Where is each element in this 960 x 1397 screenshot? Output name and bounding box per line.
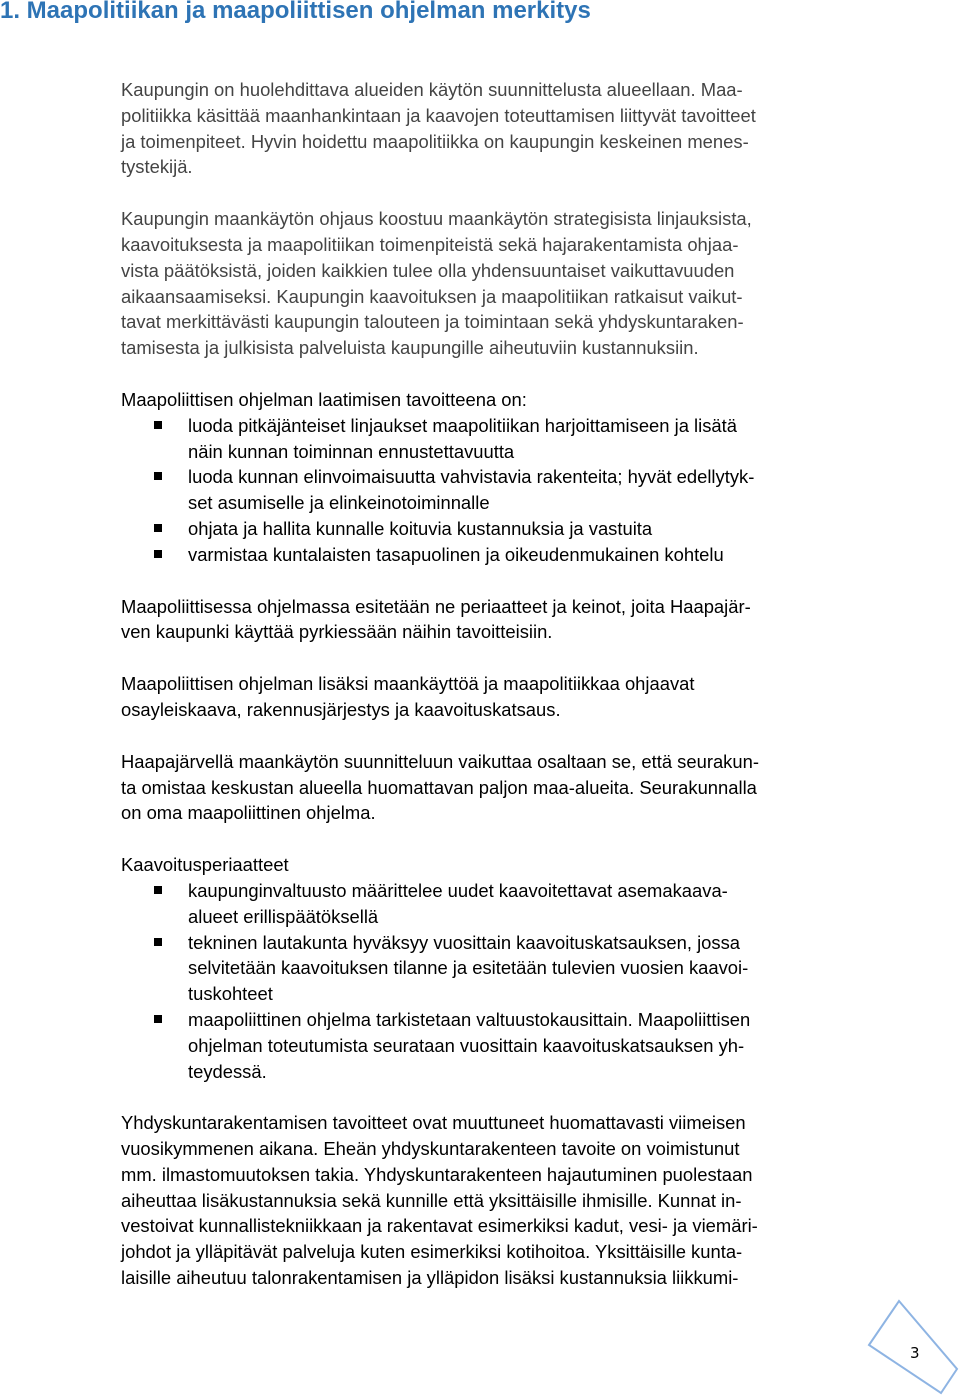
list-item (121, 878, 911, 930)
text-line: aiheuttaa lisäkustannuksia sekä kunnille että yksittäisille ihmisille. Kunnat in- (121, 1189, 742, 1211)
text-line: Yhdyskuntarakentamisen tavoitteet ovat muuttuneet huomattavasti viimeisen (121, 1112, 746, 1134)
text-line: vista päätöksistä, joiden kaikkien tulee olla yhdensuuntaiset vaikuttavuuden (121, 259, 735, 281)
square-bullet-icon (154, 938, 162, 946)
text-line: alueet erillispäätöksellä (188, 905, 379, 927)
section-heading: 1. Maapolitiikan ja maapoliittisen ohjelman merkitys (0, 0, 591, 24)
square-bullet-icon (154, 524, 162, 532)
text-line: set asumiselle ja elinkeinotoiminnalle (188, 492, 490, 514)
goals-intro: Maapoliittisen ohjelman laatimisen tavoitteena on: (121, 388, 527, 410)
text-line: tamisesta ja julkisista palveluista kaupungille aiheutuviin kustannuksiin. (121, 337, 699, 359)
text-line: näin kunnan toiminnan ennustettavuutta (188, 440, 515, 462)
zoning-intro: Kaavoitusperiaatteet (121, 854, 289, 876)
text-line: Maapoliittisen ohjelman lisäksi maankäyttöä ja maapolitiikkaa ohjaavat (121, 673, 695, 695)
text-line: selvitetään kaavoituksen tilanne ja esitetään tulevien vuosien kaavoi- (188, 957, 749, 979)
text-line: Kaupungin maankäytön ohjaus koostuu maankäytön strategisista linjauksista, (121, 208, 752, 230)
paragraph-intro (121, 77, 911, 180)
paragraph-community-structure (121, 1110, 911, 1291)
text-line: tekninen lautakunta hyväksyy vuosittain kaavoituskatsauksen, jossa (188, 931, 741, 953)
text-line: Kaupungin on huolehdittava alueiden käytön suunnittelusta alueellaan. Maa- (121, 79, 743, 100)
text-line: mm. ilmastomuutoksen takia. Yhdyskuntarakenteen hajautuminen puolestaan (121, 1163, 753, 1185)
text-line: aikaansaamiseksi. Kaupungin kaavoituksen ja maapolitiikan ratkaisut vaikut- (121, 285, 743, 307)
text-line: vestoivat kunnallistekniikkaan ja rakentavat esimerkiksi kadut, vesi- ja viemäri- (121, 1215, 758, 1237)
zoning-list (121, 878, 911, 1084)
list-item (121, 1007, 911, 1084)
paragraph-parish-land (121, 749, 911, 826)
text-line: osayleiskaava, rakennusjärjestys ja kaavoituskatsaus. (121, 698, 561, 720)
list-item (121, 464, 911, 516)
square-bullet-icon (154, 550, 162, 558)
goals-list (121, 413, 911, 568)
list-item (121, 516, 911, 542)
text-line: on oma maapoliittinen ohjelma. (121, 802, 376, 824)
text-line: Maapoliittisessa ohjelmassa esitetään ne periaatteet ja keinot, joita Haapajär- (121, 595, 751, 617)
text-line: ven kaupunki käyttää pyrkiessään näihin tavoitteisiin. (121, 621, 553, 643)
text-line: tystekijä. (121, 156, 193, 178)
text-line: vuosikymmenen aikana. Eheän yhdyskuntarakenteen tavoite on voimistunut (121, 1138, 740, 1160)
text-line: ta omistaa keskustan alueella huomattavan paljon maa-alueita. Seurakunnalla (121, 776, 757, 798)
paragraph-additional-steering (121, 671, 911, 723)
text-line: tuskohteet (188, 983, 273, 1005)
text-line: maapoliittinen ohjelma tarkistetaan valtuustokausittain. Maapoliittisen (188, 1008, 751, 1030)
list-item (121, 542, 911, 568)
text-line: ohjata ja hallita kunnalle koituvia kustannuksia ja vastuita (188, 517, 653, 539)
text-line: ohjelman toteutumista seurataan vuosittain kaavoituskatsauksen yh- (188, 1034, 745, 1056)
text-line: teydessä. (188, 1060, 267, 1082)
square-bullet-icon (154, 1015, 162, 1023)
text-line: laisille aiheutuu talonrakentamisen ja ylläpidon lisäksi kustannuksia liikkumi- (121, 1267, 739, 1289)
page-number: 3 (910, 1344, 920, 1362)
text-line: kaavoituksesta ja maapolitiikan toimenpiteistä sekä hajarakentamista ohjaa- (121, 233, 739, 255)
text-line: luoda kunnan elinvoimaisuutta vahvistavia rakenteita; hyvät edellytyk- (188, 466, 755, 488)
document-body (121, 77, 911, 1317)
square-bullet-icon (154, 886, 162, 894)
text-line: kaupunginvaltuusto määrittelee uudet kaavoitettavat asemakaava- (188, 879, 728, 901)
text-line: luoda pitkäjänteiset linjaukset maapolitiikan harjoittamiseen ja lisätä (188, 414, 737, 436)
text-line: tavat merkittävästi kaupungin talouteen ja toimintaan sekä yhdyskuntaraken- (121, 311, 744, 333)
text-line: varmistaa kuntalaisten tasapuolinen ja oikeudenmukainen kohtelu (188, 543, 724, 565)
text-line: politiikka käsittää maanhankintaan ja kaavojen toteuttamisen liittyvät tavoitteet (121, 104, 756, 126)
text-line: ja toimenpiteet. Hyvin hoidettu maapolitiikka on kaupungin keskeinen menes- (121, 130, 749, 152)
square-bullet-icon (154, 472, 162, 480)
paragraph-principles (121, 594, 911, 646)
square-bullet-icon (154, 421, 162, 429)
text-line: Haapajärvellä maankäytön suunnitteluun vaikuttaa osaltaan se, että seurakun- (121, 750, 759, 772)
list-item (121, 930, 911, 1007)
paragraph-land-use-steering (121, 206, 911, 361)
text-line: johdot ja ylläpitävät palveluja kuten esimerkiksi kotihoitoa. Yksittäisille kunta- (121, 1241, 743, 1263)
list-item (121, 413, 911, 465)
